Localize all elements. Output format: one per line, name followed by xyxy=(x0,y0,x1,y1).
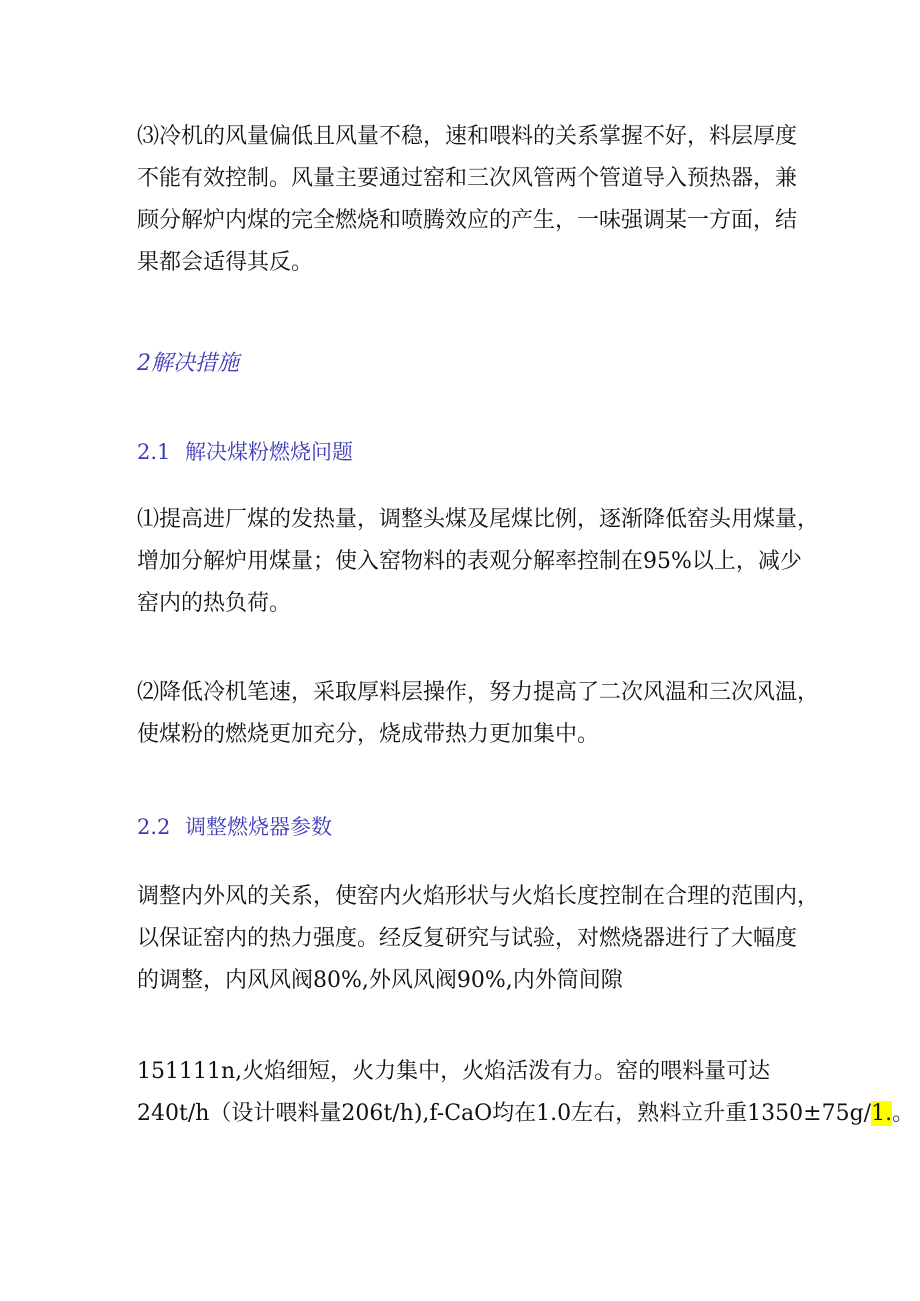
item-1-line-2: 增加分解炉用煤量；使入窑物料的表观分解率控制在95%以上，减少 xyxy=(137,549,802,574)
result-line-2-main: 240t/h（设计喂料量206t/h),f-CaO均在1.0左右，熟料立升重1350±75g/ xyxy=(137,1101,872,1126)
section-2-1-item-1 xyxy=(137,499,820,625)
result-line-2 xyxy=(137,1093,915,1135)
section-2-2-body xyxy=(137,876,820,1002)
paragraph-3-line-2: 不能有效控制。风量主要通过窑和三次风管两个管道导入预热器，兼 xyxy=(137,166,798,191)
paragraph-3-line-3: 顾分解炉内煤的完全燃烧和喷腾效应的产生，一味强调某一方面，结 xyxy=(137,208,798,233)
body-line-2: 以保证窑内的热力强度。经反复研究与试验，对燃烧器进行了大幅度 xyxy=(137,926,798,951)
highlighted-unit: 1. xyxy=(871,1101,893,1126)
item-1-line-3: 窑内的热负荷。 xyxy=(137,591,292,616)
body-line-3: 的调整，内风风阀80%,外风风阀90%,内外筒间隙 xyxy=(137,968,623,993)
item-2-line-1: ⑵降低冷机笔速，采取厚料层操作，努力提高了二次风温和三次风温， xyxy=(137,680,820,705)
item-2-line-2: 使煤粉的燃烧更加充分，烧成带热力更加集中。 xyxy=(137,722,600,747)
section-2-heading: 2解决措施 xyxy=(137,351,239,376)
body-line-1: 调整内外风的关系，使窑内火焰形状与火焰长度控制在合理的范围内， xyxy=(137,884,820,909)
paragraph-3-line-1: ⑶冷机的风量偏低且风量不稳，速和喂料的关系掌握不好，料层厚度 xyxy=(137,124,798,149)
paragraph-3 xyxy=(137,116,798,284)
section-2-2-title: 调整燃烧器参数 xyxy=(185,815,332,839)
section-2-1-title: 解决煤粉燃烧问题 xyxy=(185,440,353,464)
section-2-2-result xyxy=(137,1051,915,1135)
section-2-2-heading xyxy=(137,811,332,841)
paragraph-3-line-4: 果都会适得其反。 xyxy=(137,250,314,275)
result-line-1: 151111n,火焰细短，火力集中，火焰活泼有力。窑的喂料量可达 xyxy=(137,1059,771,1084)
section-2-2-number: 2.2 xyxy=(137,815,171,839)
section-2-1-heading xyxy=(137,436,353,466)
section-2-1-number: 2.1 xyxy=(137,440,171,464)
result-line-2-end: 。 xyxy=(892,1101,915,1126)
section-2-1-item-2 xyxy=(137,672,820,756)
item-1-line-1: ⑴提高进厂煤的发热量，调整头煤及尾煤比例，逐渐降低窑头用煤量， xyxy=(137,507,820,532)
